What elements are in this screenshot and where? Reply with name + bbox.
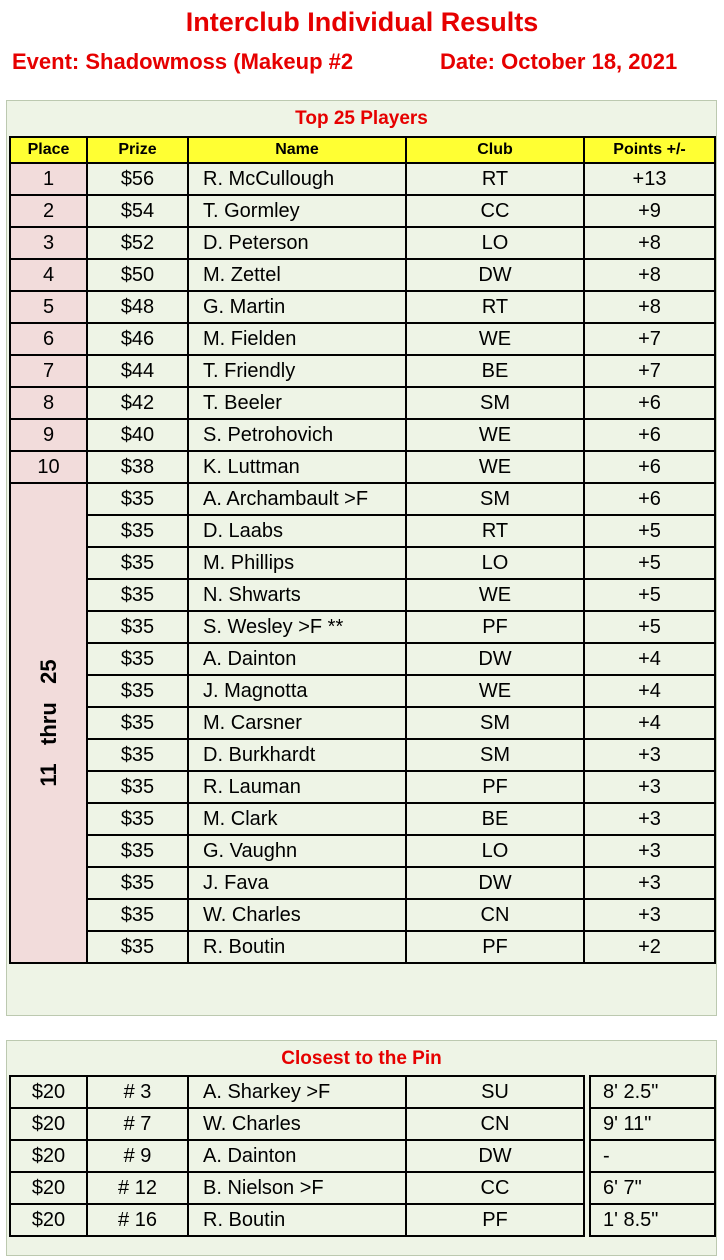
table-row bbox=[10, 643, 715, 675]
player-name-cell: A. Sharkey >F bbox=[188, 1076, 406, 1108]
club-cell: DW bbox=[406, 259, 584, 291]
club-cell: SU bbox=[406, 1076, 584, 1108]
hole-cell: # 12 bbox=[87, 1172, 188, 1204]
player-name-cell: T. Gormley bbox=[188, 195, 406, 227]
points-cell: +6 bbox=[584, 387, 715, 419]
player-name-cell: R. Lauman bbox=[188, 771, 406, 803]
prize-cell: $40 bbox=[87, 419, 188, 451]
prize-cell: $35 bbox=[87, 899, 188, 931]
column-header-prize: Prize bbox=[87, 137, 188, 163]
player-name-cell: R. Boutin bbox=[188, 1204, 406, 1236]
column-header-club: Club bbox=[406, 137, 584, 163]
points-cell: +3 bbox=[584, 803, 715, 835]
points-cell: +6 bbox=[584, 419, 715, 451]
prize-cell: $20 bbox=[10, 1140, 87, 1172]
table-row bbox=[10, 675, 715, 707]
club-cell: PF bbox=[406, 931, 584, 963]
place-cell: 1 bbox=[10, 163, 87, 195]
prize-cell: $46 bbox=[87, 323, 188, 355]
player-name-cell: N. Shwarts bbox=[188, 579, 406, 611]
player-name-cell: J. Fava bbox=[188, 867, 406, 899]
place-cell: 8 bbox=[10, 387, 87, 419]
points-cell: +5 bbox=[584, 579, 715, 611]
club-cell: BE bbox=[406, 803, 584, 835]
distance-cell: 6' 7" bbox=[590, 1172, 715, 1204]
points-cell: +3 bbox=[584, 835, 715, 867]
table-row bbox=[10, 483, 715, 515]
club-cell: SM bbox=[406, 387, 584, 419]
place-cell: 10 bbox=[10, 451, 87, 483]
hole-cell: # 3 bbox=[87, 1076, 188, 1108]
player-name-cell: T. Beeler bbox=[188, 387, 406, 419]
table-row bbox=[10, 515, 715, 547]
player-name-cell: S. Wesley >F ** bbox=[188, 611, 406, 643]
table-row bbox=[10, 579, 715, 611]
date-label: Date: October 18, 2021 bbox=[440, 49, 678, 74]
points-cell: +8 bbox=[584, 259, 715, 291]
player-name-cell: A. Dainton bbox=[188, 643, 406, 675]
player-name-cell: G. Vaughn bbox=[188, 835, 406, 867]
player-name-cell: A. Dainton bbox=[188, 1140, 406, 1172]
player-name-cell: M. Carsner bbox=[188, 707, 406, 739]
prize-cell: $54 bbox=[87, 195, 188, 227]
table-row bbox=[10, 771, 715, 803]
points-cell: +8 bbox=[584, 227, 715, 259]
table-row bbox=[10, 451, 715, 483]
distance-cell: - bbox=[590, 1140, 715, 1172]
table-row bbox=[10, 1204, 715, 1236]
prize-cell: $44 bbox=[87, 355, 188, 387]
event-info bbox=[0, 46, 724, 78]
club-cell: LO bbox=[406, 227, 584, 259]
player-name-cell: B. Nielson >F bbox=[188, 1172, 406, 1204]
club-cell: BE bbox=[406, 355, 584, 387]
club-cell: DW bbox=[406, 867, 584, 899]
points-cell: +8 bbox=[584, 291, 715, 323]
prize-cell: $35 bbox=[87, 579, 188, 611]
column-header-points: Points +/- bbox=[584, 137, 715, 163]
player-name-cell: M. Fielden bbox=[188, 323, 406, 355]
player-name-cell: R. Boutin bbox=[188, 931, 406, 963]
player-name-cell: D. Laabs bbox=[188, 515, 406, 547]
table-row bbox=[10, 163, 715, 195]
prize-cell: $35 bbox=[87, 643, 188, 675]
distance-cell: 9' 11" bbox=[590, 1108, 715, 1140]
place-cell: 3 bbox=[10, 227, 87, 259]
club-cell: CC bbox=[406, 195, 584, 227]
place-range-cell bbox=[10, 483, 87, 963]
table-row bbox=[10, 419, 715, 451]
top-25-header: Top 25 Players bbox=[295, 108, 428, 129]
points-cell: +9 bbox=[584, 195, 715, 227]
closest-pin-body bbox=[10, 1076, 715, 1236]
club-cell: WE bbox=[406, 323, 584, 355]
table-row bbox=[10, 867, 715, 899]
player-name-cell: T. Friendly bbox=[188, 355, 406, 387]
place-cell: 6 bbox=[10, 323, 87, 355]
prize-cell: $20 bbox=[10, 1108, 87, 1140]
hole-cell: # 7 bbox=[87, 1108, 188, 1140]
column-header-name: Name bbox=[188, 137, 406, 163]
table-header-row bbox=[10, 137, 715, 163]
points-cell: +4 bbox=[584, 707, 715, 739]
table-row bbox=[10, 803, 715, 835]
table-row bbox=[10, 387, 715, 419]
prize-cell: $35 bbox=[87, 771, 188, 803]
points-cell: +3 bbox=[584, 739, 715, 771]
points-cell: +5 bbox=[584, 515, 715, 547]
prize-cell: $20 bbox=[10, 1076, 87, 1108]
prize-cell: $56 bbox=[87, 163, 188, 195]
top-25-section bbox=[6, 100, 717, 1016]
player-name-cell: J. Magnotta bbox=[188, 675, 406, 707]
player-name-cell: S. Petrohovich bbox=[188, 419, 406, 451]
player-name-cell: A. Archambault >F bbox=[188, 483, 406, 515]
prize-cell: $50 bbox=[87, 259, 188, 291]
club-cell: WE bbox=[406, 451, 584, 483]
club-cell: CN bbox=[406, 1108, 584, 1140]
points-cell: +5 bbox=[584, 547, 715, 579]
player-name-cell: M. Clark bbox=[188, 803, 406, 835]
prize-cell: $35 bbox=[87, 611, 188, 643]
player-name-cell: K. Luttman bbox=[188, 451, 406, 483]
club-cell: DW bbox=[406, 643, 584, 675]
club-cell: WE bbox=[406, 675, 584, 707]
place-range-label: 11 thru 25 bbox=[35, 659, 61, 787]
club-cell: CN bbox=[406, 899, 584, 931]
prize-cell: $38 bbox=[87, 451, 188, 483]
club-cell: RT bbox=[406, 291, 584, 323]
club-cell: LO bbox=[406, 835, 584, 867]
prize-cell: $35 bbox=[87, 515, 188, 547]
club-cell: RT bbox=[406, 515, 584, 547]
prize-cell: $35 bbox=[87, 867, 188, 899]
club-cell: RT bbox=[406, 163, 584, 195]
player-name-cell: M. Phillips bbox=[188, 547, 406, 579]
table-row bbox=[10, 1172, 715, 1204]
points-cell: +6 bbox=[584, 451, 715, 483]
club-cell: SM bbox=[406, 483, 584, 515]
table-row bbox=[10, 931, 715, 963]
closest-pin-header: Closest to the Pin bbox=[281, 1048, 442, 1069]
club-cell: SM bbox=[406, 739, 584, 771]
hole-cell: # 16 bbox=[87, 1204, 188, 1236]
table-row bbox=[10, 835, 715, 867]
table-row bbox=[10, 1076, 715, 1108]
prize-cell: $35 bbox=[87, 803, 188, 835]
prize-cell: $35 bbox=[87, 707, 188, 739]
club-cell: SM bbox=[406, 707, 584, 739]
prize-cell: $35 bbox=[87, 675, 188, 707]
club-cell: PF bbox=[406, 771, 584, 803]
club-cell: LO bbox=[406, 547, 584, 579]
points-cell: +7 bbox=[584, 323, 715, 355]
table-row bbox=[10, 1108, 715, 1140]
place-cell: 9 bbox=[10, 419, 87, 451]
table-row bbox=[10, 1140, 715, 1172]
closest-pin-table bbox=[9, 1075, 716, 1237]
points-cell: +5 bbox=[584, 611, 715, 643]
prize-cell: $20 bbox=[10, 1204, 87, 1236]
prize-cell: $35 bbox=[87, 835, 188, 867]
place-cell: 2 bbox=[10, 195, 87, 227]
prize-cell: $35 bbox=[87, 547, 188, 579]
points-cell: +3 bbox=[584, 867, 715, 899]
table-row bbox=[10, 611, 715, 643]
prize-cell: $35 bbox=[87, 931, 188, 963]
table-row bbox=[10, 323, 715, 355]
event-label: Event: Shadowmoss (Makeup #2 bbox=[12, 49, 354, 74]
table-row bbox=[10, 739, 715, 771]
place-cell: 7 bbox=[10, 355, 87, 387]
top-25-table bbox=[9, 136, 716, 964]
points-cell: +2 bbox=[584, 931, 715, 963]
player-name-cell: R. McCullough bbox=[188, 163, 406, 195]
hole-cell: # 9 bbox=[87, 1140, 188, 1172]
column-header-place: Place bbox=[10, 137, 87, 163]
club-cell: WE bbox=[406, 579, 584, 611]
player-name-cell: W. Charles bbox=[188, 899, 406, 931]
prize-cell: $48 bbox=[87, 291, 188, 323]
table-row bbox=[10, 227, 715, 259]
top-25-body bbox=[10, 163, 715, 963]
table-row bbox=[10, 259, 715, 291]
table-row bbox=[10, 899, 715, 931]
place-cell: 5 bbox=[10, 291, 87, 323]
points-cell: +4 bbox=[584, 643, 715, 675]
player-name-cell: G. Martin bbox=[188, 291, 406, 323]
player-name-cell: D. Peterson bbox=[188, 227, 406, 259]
place-cell: 4 bbox=[10, 259, 87, 291]
table-row bbox=[10, 355, 715, 387]
player-name-cell: W. Charles bbox=[188, 1108, 406, 1140]
table-row bbox=[10, 291, 715, 323]
points-cell: +7 bbox=[584, 355, 715, 387]
prize-cell: $35 bbox=[87, 483, 188, 515]
player-name-cell: M. Zettel bbox=[188, 259, 406, 291]
points-cell: +4 bbox=[584, 675, 715, 707]
table-row bbox=[10, 707, 715, 739]
table-row bbox=[10, 547, 715, 579]
table-row bbox=[10, 195, 715, 227]
points-cell: +6 bbox=[584, 483, 715, 515]
club-cell: DW bbox=[406, 1140, 584, 1172]
club-cell: PF bbox=[406, 1204, 584, 1236]
points-cell: +13 bbox=[584, 163, 715, 195]
distance-cell: 1' 8.5" bbox=[590, 1204, 715, 1236]
player-name-cell: D. Burkhardt bbox=[188, 739, 406, 771]
prize-cell: $35 bbox=[87, 739, 188, 771]
club-cell: WE bbox=[406, 419, 584, 451]
distance-cell: 8' 2.5" bbox=[590, 1076, 715, 1108]
club-cell: PF bbox=[406, 611, 584, 643]
prize-cell: $52 bbox=[87, 227, 188, 259]
prize-cell: $42 bbox=[87, 387, 188, 419]
page-title: Interclub Individual Results bbox=[185, 7, 539, 37]
closest-pin-section bbox=[6, 1040, 717, 1256]
club-cell: CC bbox=[406, 1172, 584, 1204]
points-cell: +3 bbox=[584, 899, 715, 931]
prize-cell: $20 bbox=[10, 1172, 87, 1204]
points-cell: +3 bbox=[584, 771, 715, 803]
